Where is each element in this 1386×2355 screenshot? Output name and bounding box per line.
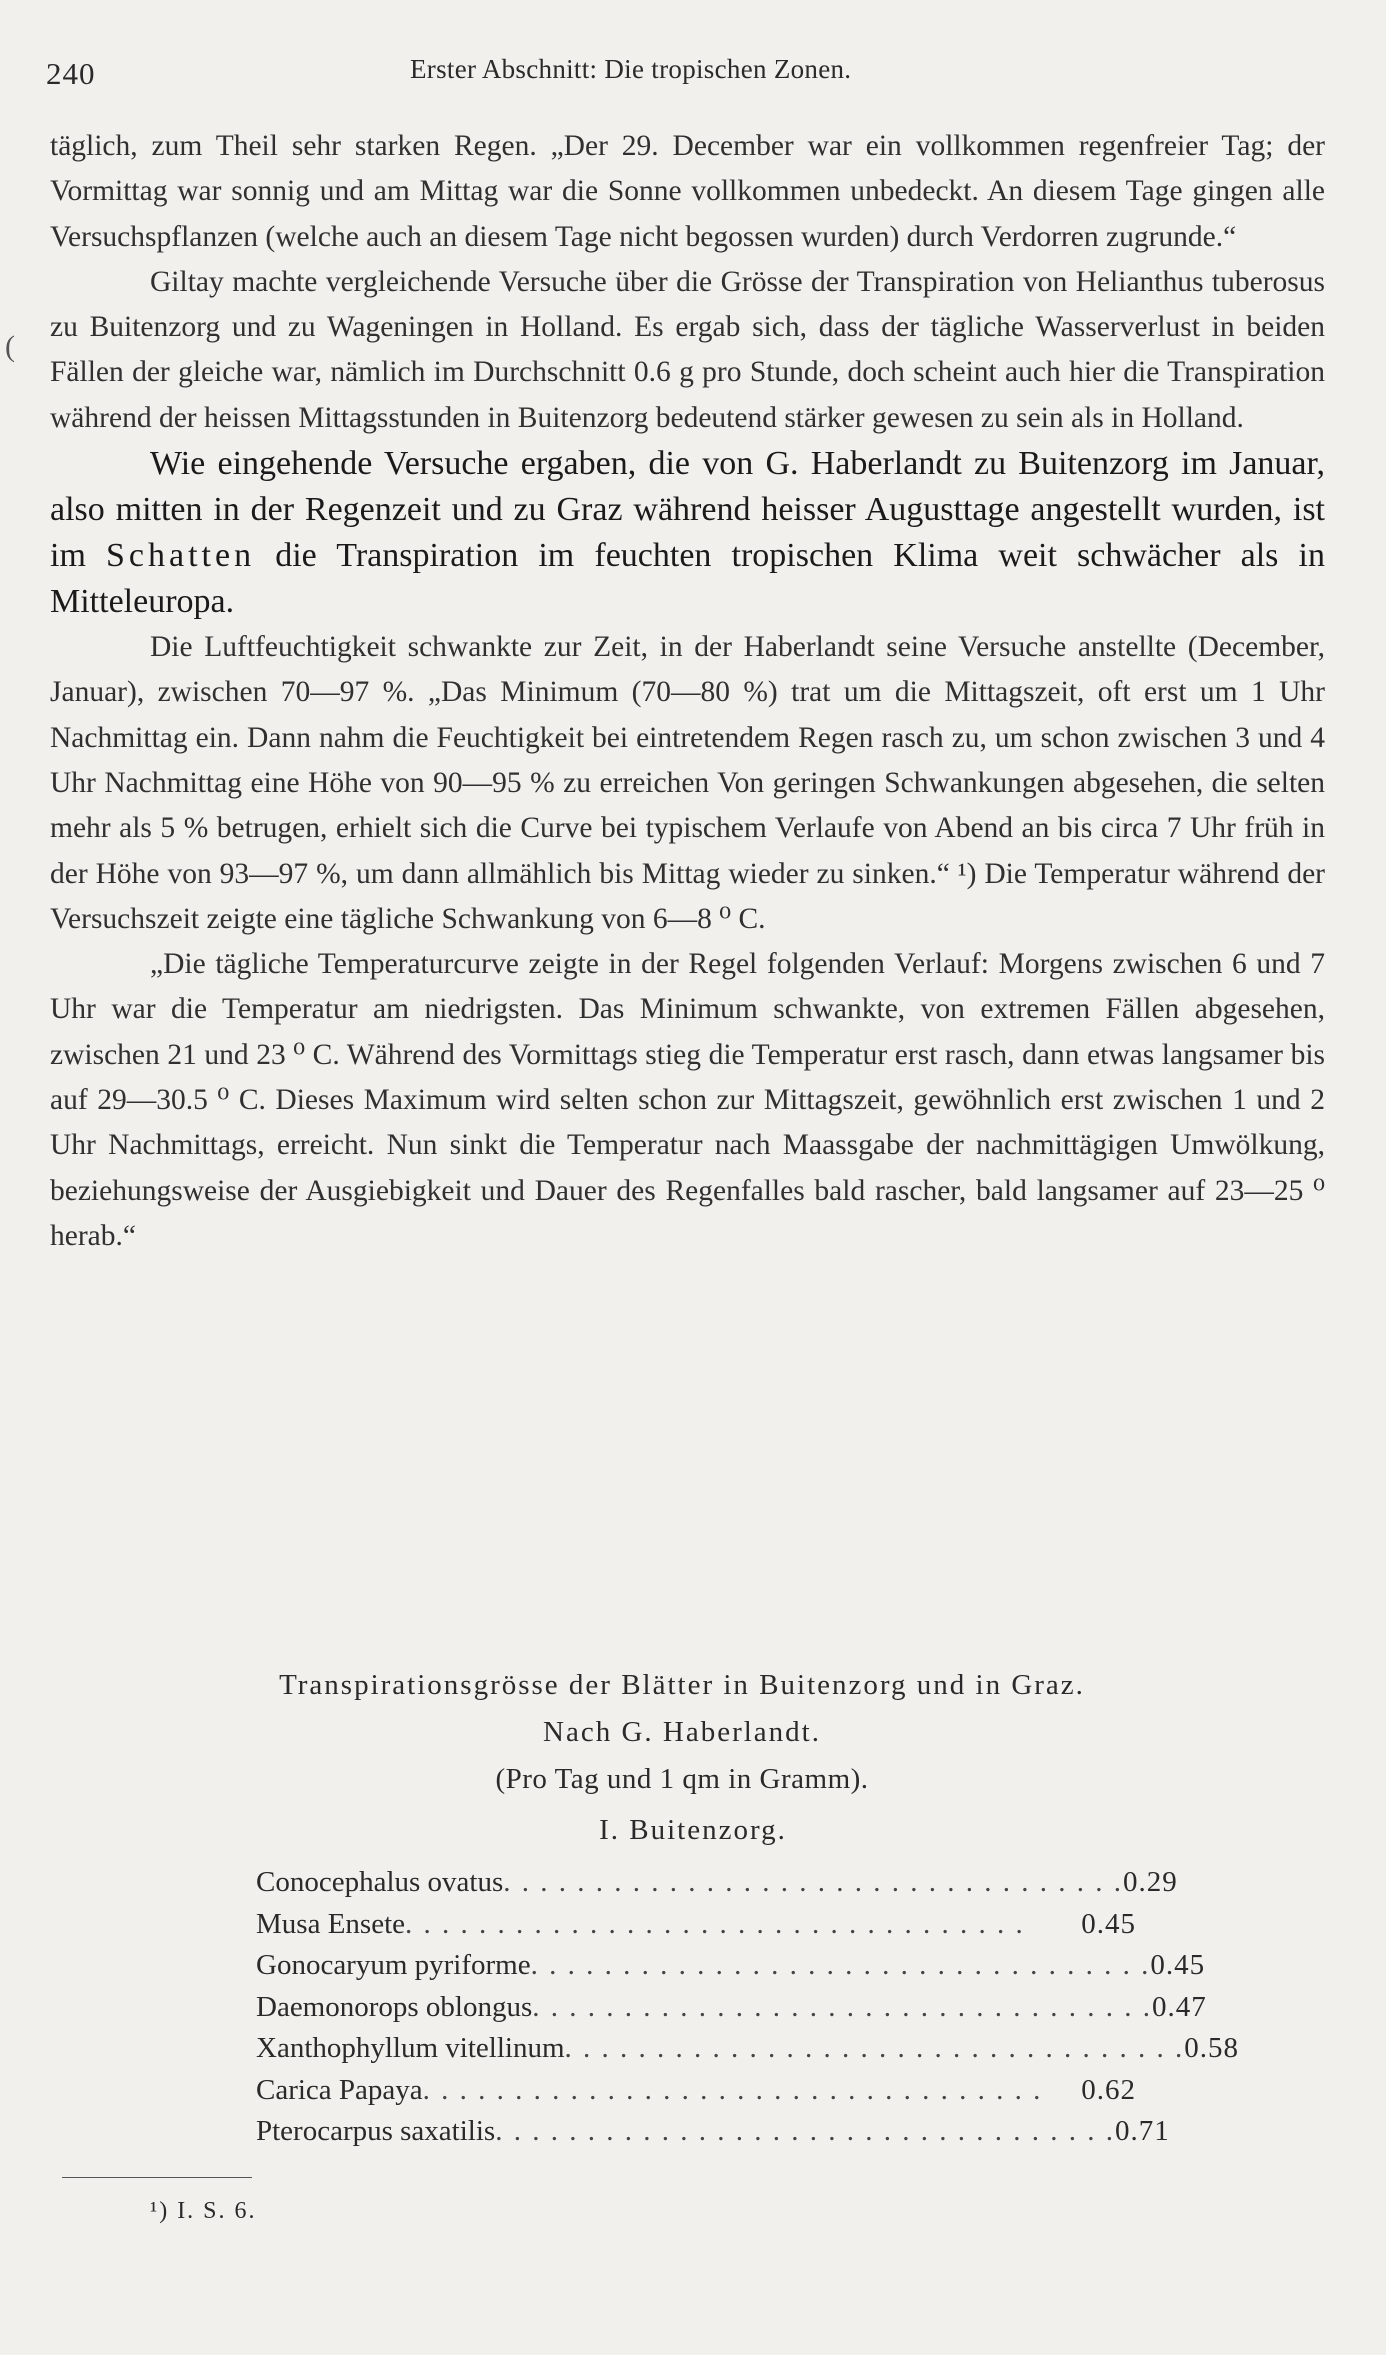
transpiration-value: 0.45 xyxy=(1081,1907,1136,1940)
transpiration-value: 0.58 xyxy=(1184,2032,1240,2064)
table-subtitle: Nach G. Haberlandt. xyxy=(543,1716,821,1748)
table-unit: (Pro Tag und 1 qm in Gramm). xyxy=(495,1763,869,1795)
paragraph-3-after: die Transpiration im feuchten tropischen Klima weit schwächer als in Mitteleuropa. xyxy=(50,537,1325,621)
page-body xyxy=(50,124,1325,1259)
species-name: Pterocarpus saxatilis xyxy=(256,2115,496,2147)
transpiration-value: 0.62 xyxy=(1081,2073,1136,2106)
table-row xyxy=(256,2115,1170,2157)
paragraph-3-before: Wie eingehende Versuche ergaben, die von G. Haberlandt zu Buitenzorg im Januar, also mitten in der Regenzeit und zu Graz während heisser Augusttage angestellt wurden, ist im xyxy=(50,445,1325,575)
table-section-title: I. Buitenzorg. xyxy=(599,1814,787,1846)
paragraph-4: Die Luftfeuchtigkeit schwankte zur Zeit, in der Haberlandt seine Versuche anstellte (December, Januar), zwischen 70—97 %. „Das Minimum (70—80 %) trat um die Mittagszeit, oft erst um 1 Uhr Nachmittag ein. Dann nahm die Feuchtigkeit bei eintretendem Regen rasch zu, um schon zwischen 3 und 4 Uhr Nachmittag eine Höhe von 90—95 % zu erreichen Von geringen Schwankungen abgesehen, die selten mehr als 5 % betrugen, erhielt sich die Curve bei typischem Verlaufe von Abend an bis circa 7 Uhr früh in der Höhe von 93—97 %, um dann allmählich bis Mittag wieder zu sinken.“ ¹) Die Temperatur während der Versuchszeit zeigte eine tägliche Schwankung von 6—8 ⁰ C. xyxy=(50,631,1325,935)
table-row xyxy=(256,1990,1207,2033)
transpiration-value: 0.47 xyxy=(1152,1990,1207,2023)
table-row xyxy=(256,2074,1136,2116)
paragraph-1: täglich, zum Theil sehr starken Regen. „Der 29. December war ein vollkommen regenfreier Tag; der Vormittag war sonnig und am Mittag war die Sonne vollkommen unbedeckt. An diesem Tage gingen alle Versuchspflanzen (welche auch an diesem Tage nicht begossen wurden) durch Verdorren zugrunde.“ xyxy=(50,130,1325,253)
table-row xyxy=(256,2032,1240,2074)
leader-dots: . . . . . . . . . . . . . . . . . . . . . . . . . . . . . . . . . . xyxy=(422,2073,1043,2106)
paragraph-3-highlight xyxy=(50,441,1325,625)
leader-dots: . . . . . . . . . . . . . . . . . . . . . . . . . . . . . . . . . . xyxy=(503,1866,1124,1898)
table-rows xyxy=(256,1866,1240,2157)
table-row xyxy=(256,1866,1178,1908)
transpiration-value: 0.45 xyxy=(1150,1949,1206,1981)
leader-dots: . . . . . . . . . . . . . . . . . . . . . . . . . . . . . . . . . . xyxy=(530,1949,1151,1981)
species-name: Xanthophyllum vitellinum xyxy=(256,2032,565,2064)
species-name: Daemonorops oblongus xyxy=(256,1990,533,2023)
emphasis-spaced-word: Schatten xyxy=(106,537,256,575)
leader-dots: . . . . . . . . . . . . . . . . . . . . . . . . . . . . . . . . . . xyxy=(532,1990,1153,2023)
species-name: Carica Papaya xyxy=(256,2073,423,2106)
leader-dots: . . . . . . . . . . . . . . . . . . . . . . . . . . . . . . . . . . xyxy=(564,2032,1185,2064)
species-name: Conocephalus ovatus xyxy=(256,1866,504,1898)
transpiration-value: 0.71 xyxy=(1114,2115,1170,2147)
leader-dots: . . . . . . . . . . . . . . . . . . . . . . . . . . . . . . . . . . xyxy=(405,1907,1025,1940)
species-name: Gonocaryum pyriforme xyxy=(256,1949,531,1981)
page-number: 240 xyxy=(46,56,96,91)
species-name: Musa Ensete xyxy=(256,1907,405,1940)
page-header xyxy=(46,50,1286,94)
margin-mark: ( xyxy=(5,330,15,363)
leader-dots: . . . . . . . . . . . . . . . . . . . . . . . . . . . . . . . . . . xyxy=(495,2115,1115,2147)
running-title: Erster Abschnitt: Die tropischen Zonen. xyxy=(410,54,852,84)
table-row xyxy=(256,1908,1136,1950)
paragraph-5: „Die tägliche Temperaturcurve zeigte in der Regel folgenden Verlauf: Morgens zwischen 6 und 7 Uhr war die Temperatur am niedrigsten. Das Minimum schwankte, von extremen Fällen abgesehen, zwischen 21 und 23 ⁰ C. Während des Vormittags stieg die Temperatur erst rasch, dann etwas langsamer bis auf 29—30.5 ⁰ C. Dieses Maximum wird selten schon zur Mittagszeit, gewöhnlich erst zwischen 1 und 2 Uhr Nachmittags, erreicht. Nun sinkt die Temperatur nach Maassgabe der nachmittägigen Umwölkung, beziehungsweise der Ausgiebigkeit und Dauer des Regenfalles bald rascher, bald langsamer auf 23—25 ⁰ herab.“ xyxy=(50,948,1325,1252)
transpiration-value: 0.29 xyxy=(1123,1866,1178,1898)
footnote: ¹) I. S. 6. xyxy=(150,2198,257,2224)
table-row xyxy=(256,1949,1206,1991)
footnote-rule xyxy=(62,2177,252,2178)
table-heading xyxy=(0,1662,1364,1803)
table-title: Transpirationsgrösse der Blätter in Buitenzorg und in Graz. xyxy=(279,1669,1085,1701)
paragraph-2: Giltay machte vergleichende Versuche über die Grösse der Transpiration von Helianthus tuberosus zu Buitenzorg und zu Wageningen in Holland. Es ergab sich, dass der tägliche Wasserverlust in beiden Fällen der gleiche war, nämlich im Durchschnitt 0.6 g pro Stunde, doch scheint auch hier die Transpiration während der heissen Mittagsstunden in Buitenzorg bedeutend stärker gewesen zu sein als in Holland. xyxy=(50,265,1325,434)
